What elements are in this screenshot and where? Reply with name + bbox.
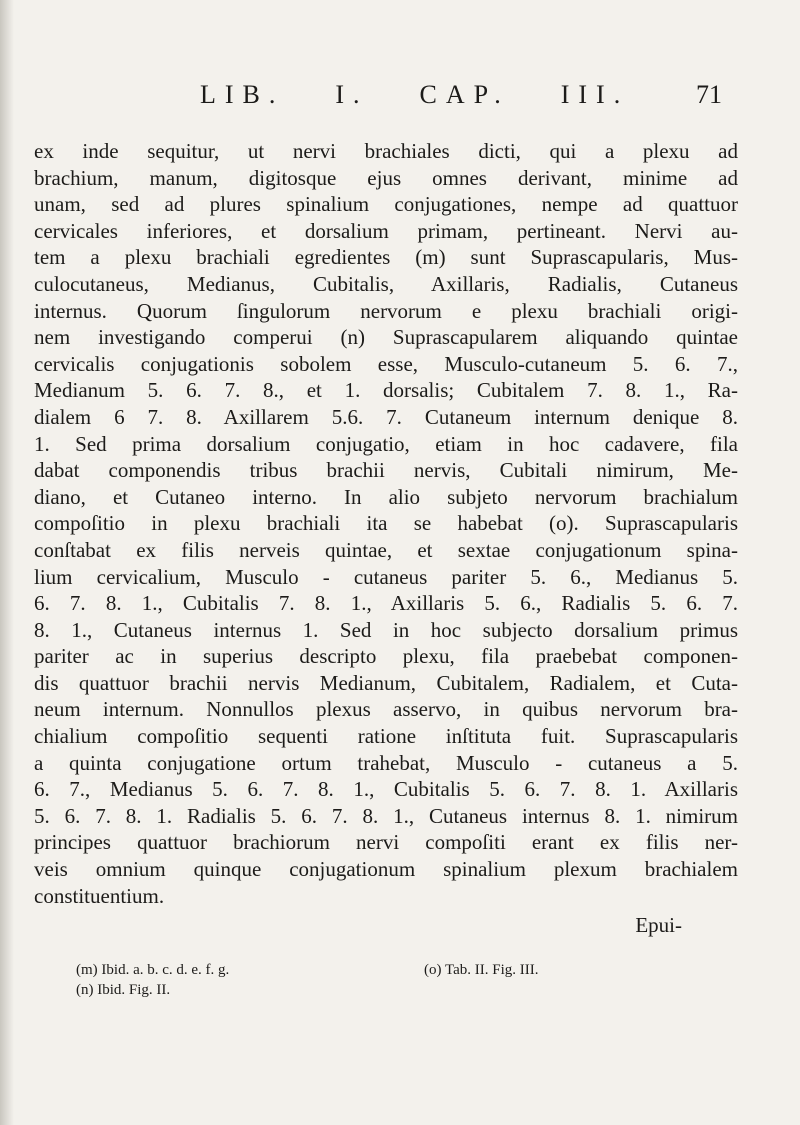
text-line: ex inde sequitur, ut nervi brachiales dicti, qui a plexu ad [34,139,738,163]
text-line: veis omnium quinque conjugationum spinalium plexum brachialem [34,857,738,882]
text-line: neum internum. Nonnullos plexus asservo, in quibus nervorum bra- [34,697,738,722]
text-line: dialem 6 7. 8. Axillarem 5.6. 7. Cutaneum internum denique 8. [34,404,738,429]
text-line: internus. Quorum ſingulorum nervorum e plexu brachiali origi- [34,298,738,323]
page-number: 71 [696,80,722,109]
text-line: lium cervicalium, Musculo - cutaneus pariter 5. 6., Medianus 5. [34,564,738,589]
page-header [140,80,740,120]
text-line: cervicales inferiores, et dorsalium primam, pertineant. Nervi au- [34,218,738,243]
text-line: dis quattuor brachii nervis Medianum, Cubitalem, Radialem, et Cuta- [34,670,738,695]
text-line: Medianum 5. 6. 7. 8., et 1. dorsalis; Cubitalem 7. 8. 1., Ra- [34,378,738,403]
text-line: unam, sed ad plures spinalium conjugationes, nempe ad quattuor [34,192,738,217]
page-gutter-shadow [0,0,14,1125]
main-text [34,138,738,909]
text-line: 6. 7. 8. 1., Cubitalis 7. 8. 1., Axillaris 5. 6., Radialis 5. 6. 7. [34,591,738,616]
running-head: LIB. I. CAP. III. [200,80,630,109]
text-line: dabat componendis tribus brachii nervis, Cubitali nimirum, Me- [34,458,738,483]
footnotes-right-column [424,960,644,980]
footnote-m: (m) Ibid. a. b. c. d. e. f. g. [76,962,230,978]
text-line: brachium, manum, digitosque ejus omnes derivant, minime ad [34,165,738,190]
text-line: tem a plexu brachiali egredientes (m) sunt Suprascapularis, Mus- [34,245,738,270]
footnote-n: (n) Ibid. Fig. II. [76,982,171,998]
text-line: a quinta conjugatione ortum trahebat, Musculo - cutaneus a 5. [34,750,738,775]
text-line: 1. Sed prima dorsalium conjugatio, etiam in hoc cadavere, fila [34,431,738,456]
footnotes-left-column [76,960,406,1000]
catchword: Epui- [635,913,682,937]
text-line: compoſitio in plexu brachiali ita se habebat (o). Suprascapularis [34,511,738,536]
text-line: 6. 7., Medianus 5. 6. 7. 8. 1., Cubitalis 5. 6. 7. 8. 1. Axillaris [34,777,738,802]
text-line: culocutaneus, Medianus, Cubitalis, Axillaris, Radialis, Cutaneus [34,271,738,296]
text-line: diano, et Cutaneo interno. In alio subjeto nervorum brachialum [34,484,738,509]
text-line: nem investigando comperui (n) Suprascapularem aliquando quintae [34,325,738,350]
text-line: principes quattuor brachiorum nervi compoſiti erant ex filis ner- [34,830,738,855]
text-line: 5. 6. 7. 8. 1. Radialis 5. 6. 7. 8. 1., Cutaneus internus 8. 1. nimirum [34,803,738,828]
text-line: chialium compoſitio sequenti ratione inſtituta fuit. Suprascapularis [34,724,738,749]
text-line: cervicalis conjugationis sobolem esse, Musculo-cutaneum 5. 6. 7., [34,351,738,376]
text-line: constituentium. [34,883,165,908]
text-line: pariter ac in superius descripto plexu, fila praebebat componen- [34,644,738,669]
text-line: conſtabat ex filis nerveis quintae, et sextae conjugationum spina- [34,537,738,562]
footnote-o: (o) Tab. II. Fig. III. [424,962,539,978]
text-line: 8. 1., Cutaneus internus 1. Sed in hoc subjecto dorsalium primus [34,617,738,642]
